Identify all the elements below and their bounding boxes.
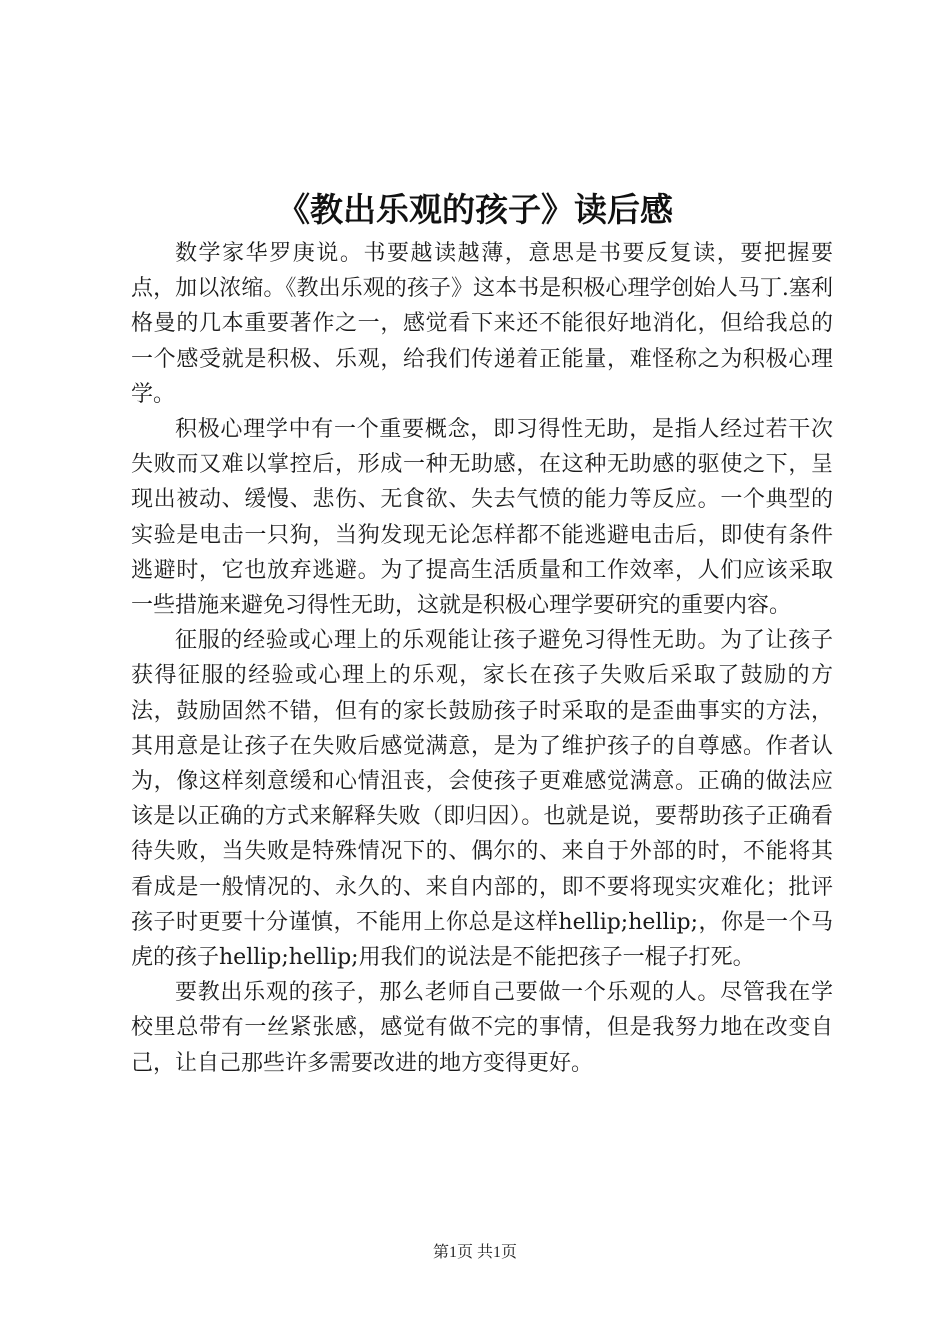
document-body xyxy=(131,236,833,1081)
body-paragraph-2: 积极心理学中有一个重要概念，即习得性无助，是指人经过若干次失败而又难以掌控后，形成一种无助感，在这种无助感的驱使之下，呈现出被动、缓慢、悲伤、无食欲、失去气愤的能力等反应。一个典型的实验是电击一只狗，当狗发现无论怎样都不能逃避电击后，即使有条件逃避时，它也放弃逃避。为了提高生活质量和工作效率，人们应该采取一些措施来避免习得性无助，这就是积极心理学要研究的重要内容。 xyxy=(131,417,833,619)
document-title: 《教出乐观的孩子》读后感 xyxy=(277,190,673,229)
page-number-footer: 第1页 共1页 xyxy=(432,1244,517,1261)
body-paragraph-4: 要教出乐观的孩子，那么老师自己要做一个乐观的人。尽管我在学校里总带有一丝紧张感，感觉有做不完的事情，但是我努力地在改变自己，让自己那些许多需要改进的地方变得更好。 xyxy=(131,980,833,1076)
body-paragraph-3: 征服的经验或心理上的乐观能让孩子避免习得性无助。为了让孩子获得征服的经验或心理上的乐观，家长在孩子失败后采取了鼓励的方法，鼓励固然不错，但有的家长鼓励孩子时采取的是歪曲事实的方法，其用意是让孩子在失败后感觉满意，是为了维护孩子的自尊感。作者认为，像这样刻意缓和心情沮丧，会使孩子更难感觉满意。正确的做法应该是以正确的方式来解释失败（即归因）。也就是说，要帮助孩子正确看待失败，当失败是特殊情况下的、偶尔的、来自于外部的时，不能将其看成是一般情况的、永久的、来自内部的，即不要将现实灾难化；批评孩子时更要十分谨慎，不能用上你总是这样hellip;hellip;，你是一个马虎的孩子hellip;hellip;用我们的说法是不能把孩子一棍子打死。 xyxy=(131,628,833,971)
body-paragraph-1: 数学家华罗庚说。书要越读越薄，意思是书要反复读，要把握要点，加以浓缩。《教出乐观的孩子》这本书是积极心理学创始人马丁.塞利格曼的几本重要著作之一，感觉看下来还不能很好地消化，但给我总的一个感受就是积极、乐观，给我们传递着正能量，难怪称之为积极心理学。 xyxy=(131,241,833,407)
